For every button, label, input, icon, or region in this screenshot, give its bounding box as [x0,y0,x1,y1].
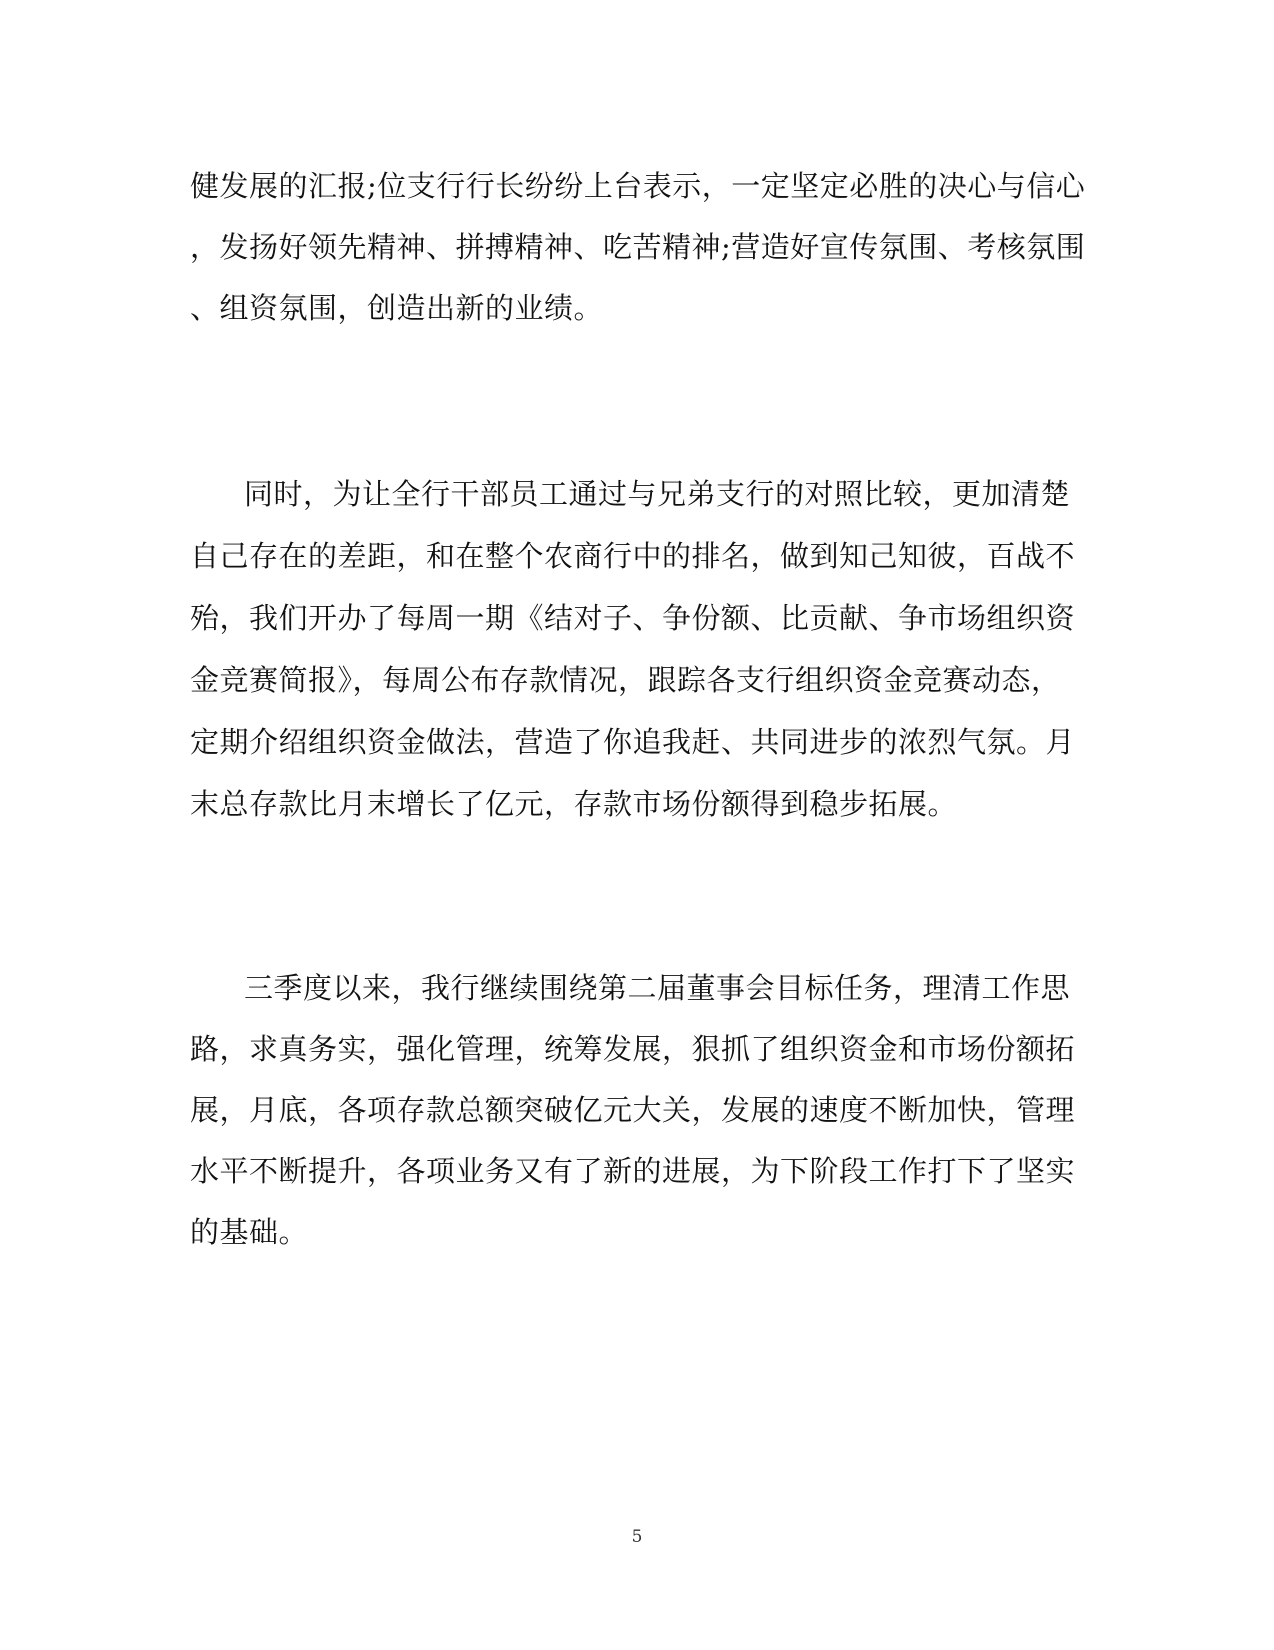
text-line: 自己存在的差距，和在整个农商行中的排名，做到知己知彼，百战不 [190,539,1076,573]
text-line: 金竞赛简报》，每周公布存款情况，跟踪各支行组织资金竞赛动态， [190,663,1061,697]
text-line: 水平不断提升，各项业务又有了新的进展，为下阶段工作打下了坚实 [190,1154,1076,1188]
text-line: ，发扬好领先精神、拼搏精神、吃苦精神;营造好宣传氛围、考核氛围 [190,230,1086,264]
text-line: 殆，我们开办了每周一期《结对子、争份额、比贡献、争市场组织资 [190,601,1076,635]
text-line: 的基础。 [190,1215,309,1249]
text-line: 末总存款比月末增长了亿元，存款市场份额得到稳步拓展。 [190,787,958,821]
page-number: 5 [631,1527,643,1547]
text-line: 路，求真务实，强化管理，统筹发展，狠抓了组织资金和市场份额拓 [190,1032,1076,1066]
text-line: 展，月底，各项存款总额突破亿元大关，发展的速度不断加快，管理 [190,1093,1076,1127]
text-line: 、组资氛围，创造出新的业绩。 [190,291,604,325]
text-line: 定期介绍组织资金做法，营造了你追我赶、共同进步的浓烈气氛。月 [190,725,1076,759]
text-line: 同时，为让全行干部员工通过与兄弟支行的对照比较，更加清楚 [244,477,1071,511]
text-line: 健发展的汇报;位支行行长纷纷上台表示，一定坚定必胜的决心与信心 [190,169,1086,203]
text-line: 三季度以来，我行继续围绕第二届董事会目标任务，理清工作思 [244,971,1071,1005]
